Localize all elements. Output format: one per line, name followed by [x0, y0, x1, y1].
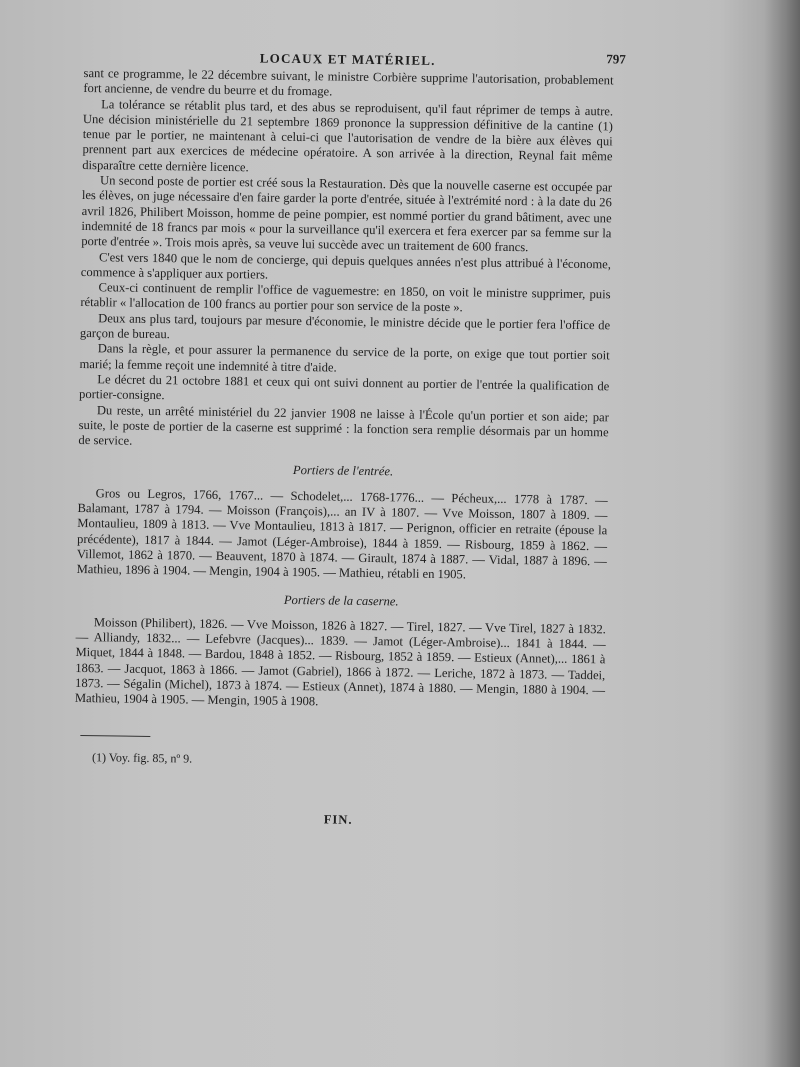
end-mark: FIN.: [323, 812, 353, 827]
paragraph: Du reste, un arrêté ministériel du 22 janvier 1908 ne laisse à l'École qu'un portier et son aide; par suite, le poste de portier de la caserne est supprimé : la fonction sera remplie désormais par un homme de service.: [78, 402, 609, 448]
portiers-caserne-list: Moisson (Philibert), 1826. — Vve Moisson, 1826 à 1827. — Tirel, 1827. — Vve Tirel, 1827 à 1832. — Alliandy, 1832... — Lefebvre (Jacques)... 1839. — Jamot (Léger-Ambroise)... 1841 à 1844. — Miquet, 1844 à 1848. — Bardou, 1848 à 1852. — Risbourg, 1852 à 1859. — Estieux (Annet),... 1861 à 1863. — Jacquot, 1863 à 1866. — Jamot (Gabriel), 1866 à 1872. — Leriche, 1872 à 1873. — Taddei, 1873. — Ségalin (Michel), 1873 à 1874. — Estieux (Annet), 1874 à 1880. — Mengin, 1880 à 1904. — Mathieu, 1904 à 1905. — Mengin, 1905 à 1908.: [74, 614, 606, 709]
page-number: 797: [606, 51, 626, 67]
paragraph: C'est vers 1840 que le nom de concierge, qui depuis quelques années n'est plus attribué à l'économe, commence à s'appliquer aux portiers.: [80, 249, 612, 282]
paragraph: Deux ans plus tard, toujours par mesure d'économie, le ministre décide que le portier fera l'office de garçon de bureau.: [79, 310, 611, 342]
portiers-entree-list: Gros ou Legros, 1766, 1767... — Schodelet,... 1768-1776... — Pécheux,... 1778 à 1787. — Balamant, 1787 à 1794. — Moisson (François),... an IV à 1807. — Vve Moisson, 1807 à 1809. — Montaulieu, 1809 à 1813. — Vve Montaulieu, 1813 à 1817. — Perignon, officier en retraite (épouse la précédente), 1817 à 1844. — Jamot (Léger-Ambroise), 1844 à 1859. — Risbourg, 1859 à 1862. — Villemot, 1862 à 1870. — Beauvent, 1870 à 1874. — Girault, 1874 à 1887. — Vidal, 1887 à 1896. — Mathieu, 1896 à 1904. — Mengin, 1904 à 1905. — Mathieu, rétabli en 1905.: [76, 485, 608, 582]
page-content: [73, 44, 626, 831]
footnote: (1) Voy. fig. 85, nº 9.: [91, 749, 193, 766]
paragraph: Un second poste de portier est créé sous la Restauration. Dès que la nouvelle caserne est occupée par les élèves, on juge nécessaire d'en faire garder la porte d'entrée, située à l'extrémité nord : à la date du 26 avril 1826, Philibert Moisson, homme de peine pompier, est nommé portier du grand bâtiment, avec une indemnité de 18 francs par mois « pour la surveillance qu'il exercera et fera exercer par sa femme sur la porte d'entrée ». Trois mois après, sa veuve lui succède avec un traitement de 600 francs.: [81, 173, 613, 255]
running-title: LOCAUX ET MATÉRIEL.: [259, 50, 436, 68]
section-heading-entree: Portiers de l'entrée.: [292, 463, 394, 479]
section-heading-caserne: Portiers de la caserne.: [283, 592, 399, 608]
paragraph: Dans la règle, et pour assurer la permanence du service de la porte, on exige que tout portier soit marié; la femme reçoit une indemnité à titre d'aide.: [79, 341, 610, 375]
paragraph: Ceux-ci continuent de remplir l'office de vaguemestre: en 1850, on voit le ministre supprimer, puis rétablir « l'allocation de 100 francs au portier pour son service de la poste ».: [80, 280, 611, 315]
page-edge-shadow: [764, 0, 800, 1067]
paragraph-continuation: sant ce programme, le 22 décembre suivant, le ministre Corbière supprime l'autorisation, probablement fort ancienne, de vendre du beurre et du fromage.: [83, 65, 614, 99]
footnote-rule: [80, 735, 150, 737]
paragraph: La tolérance se rétablit plus tard, et des abus se reproduisent, qu'il faut réprimer de temps à autre. Une décision ministérielle du 21 septembre 1869 prononce la suppression définitive de la cantine (1) tenue par le portier, ne maintenant à celui-ci que l'autorisation de vendre de la bière aux élèves qui prennent part aux exercices de médecine opératoire. A son arrivée à la direction, Reynal fait même disparaître cette dernière licence.: [82, 96, 614, 175]
paragraph: Le décret du 21 octobre 1881 et ceux qui ont suivi donnent au portier de l'entrée la qualification de portier-consigne.: [79, 372, 610, 403]
